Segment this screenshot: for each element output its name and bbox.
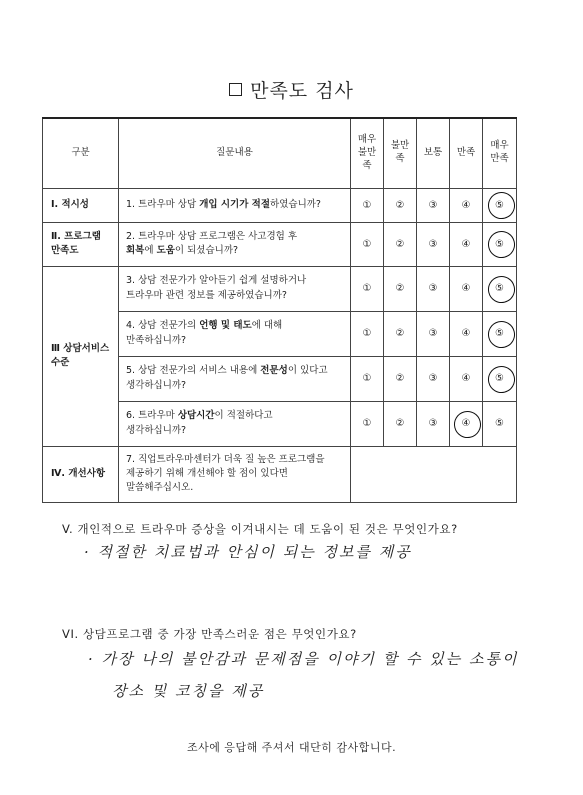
section-5-question: V. 개인적으로 트라우마 증상을 이겨내시는 데 도움이 된 것은 무엇인가요? <box>62 522 458 536</box>
question-text: 7. 직업트라우마센터가 더욱 질 높은 프로그램을 제공하기 위해 개선해야 할 점이 있다면 말씀해주십시오. <box>119 446 351 502</box>
table-row <box>43 222 517 266</box>
rating-option[interactable]: ③ <box>417 188 450 222</box>
question-text: 2. 트라우마 상담 프로그램은 사고경험 후 회복에 도움이 되셨습니까? <box>119 222 351 266</box>
category-timeliness: I. 적시성 <box>43 188 119 222</box>
rating-option[interactable]: ② <box>384 266 417 311</box>
rating-option[interactable]: ① <box>351 356 384 401</box>
rating-option[interactable]: ① <box>351 188 384 222</box>
table-row <box>43 188 517 222</box>
rating-option[interactable]: ⑤ <box>483 311 517 356</box>
section-6-question: VI. 상담프로그램 중 가장 만족스러운 점은 무엇인가요? <box>62 627 357 641</box>
rating-option[interactable]: ② <box>384 188 417 222</box>
rating-option[interactable]: ⑤ <box>483 222 517 266</box>
category-program-satisfaction: Ⅱ. 프로그램 만족도 <box>43 222 119 266</box>
selected-circle-mark <box>485 273 518 306</box>
rating-option[interactable]: ② <box>384 311 417 356</box>
question-text: 3. 상담 전문가가 알아듣기 쉽게 설명하거나 트라우마 관련 정보를 제공하였습니까? <box>119 266 351 311</box>
satisfaction-table <box>42 117 517 503</box>
checkbox-square-icon <box>229 83 242 96</box>
rating-option[interactable]: ③ <box>417 311 450 356</box>
rating-option[interactable]: ⑤ <box>483 188 517 222</box>
section-6-handwritten-answer-line-2[interactable]: 장소 및 코칭을 제공 <box>112 682 265 700</box>
rating-option[interactable]: ⑤ <box>483 356 517 401</box>
question-text: 4. 상담 전문가의 언행 및 태도에 대해 만족하십니까? <box>119 311 351 356</box>
rating-option[interactable]: ④ <box>450 401 483 446</box>
table-header-row <box>43 118 517 188</box>
rating-option[interactable]: ② <box>384 401 417 446</box>
category-improvements: Ⅳ. 개선사항 <box>43 446 119 502</box>
rating-option[interactable]: ③ <box>417 401 450 446</box>
question-text: 6. 트라우마 상담시간이 적절하다고 생각하십니까? <box>119 401 351 446</box>
selected-circle-mark <box>485 318 518 351</box>
question-text: 5. 상담 전문가의 서비스 내용에 전문성이 있다고 생각하십니까? <box>119 356 351 401</box>
header-very-satisfied: 매우 만족 <box>483 118 517 188</box>
rating-option[interactable]: ① <box>351 401 384 446</box>
rating-option[interactable]: ① <box>351 266 384 311</box>
rating-option[interactable]: ② <box>384 356 417 401</box>
section-6-handwritten-answer-line-1[interactable]: · 가장 나의 불안감과 문제점을 이야기 할 수 있는 소통이 <box>88 650 519 668</box>
section-5-handwritten-answer[interactable]: · 적절한 치료법과 안심이 되는 정보를 제공 <box>84 543 412 561</box>
rating-option[interactable]: ④ <box>450 188 483 222</box>
rating-option[interactable]: ③ <box>417 222 450 266</box>
rating-option[interactable]: ④ <box>450 266 483 311</box>
header-category: 구분 <box>43 118 119 188</box>
rating-option[interactable]: ④ <box>450 311 483 356</box>
rating-option[interactable]: ① <box>351 222 384 266</box>
rating-option[interactable]: ⑤ <box>483 266 517 311</box>
selected-circle-mark <box>451 408 484 441</box>
selected-circle-mark <box>485 363 518 396</box>
rating-option[interactable]: ③ <box>417 266 450 311</box>
rating-option[interactable]: ① <box>351 311 384 356</box>
rating-option[interactable]: ⑤ <box>483 401 517 446</box>
rating-option[interactable]: ② <box>384 222 417 266</box>
header-neutral: 보통 <box>417 118 450 188</box>
rating-option[interactable]: ③ <box>417 356 450 401</box>
selected-circle-mark <box>485 228 518 261</box>
selected-circle-mark <box>485 189 518 222</box>
improvement-answer-cell[interactable] <box>351 446 517 502</box>
header-very-dissatisfied: 매우 불만 족 <box>351 118 384 188</box>
question-text: 1. 트라우마 상담 개입 시기가 적절하였습니까? <box>119 188 351 222</box>
page-title <box>0 76 583 103</box>
table-row <box>43 446 517 502</box>
rating-option[interactable]: ④ <box>450 222 483 266</box>
footer-thanks: 조사에 응답해 주셔서 대단히 감사합니다. <box>186 741 397 754</box>
rating-option[interactable]: ④ <box>450 356 483 401</box>
header-dissatisfied: 불만 족 <box>384 118 417 188</box>
category-service-level: Ⅲ 상담서비스 수준 <box>43 266 119 446</box>
header-question: 질문내용 <box>119 118 351 188</box>
table-row <box>43 266 517 311</box>
header-satisfied: 만족 <box>450 118 483 188</box>
page-title-text: 만족도 검사 <box>250 80 354 102</box>
